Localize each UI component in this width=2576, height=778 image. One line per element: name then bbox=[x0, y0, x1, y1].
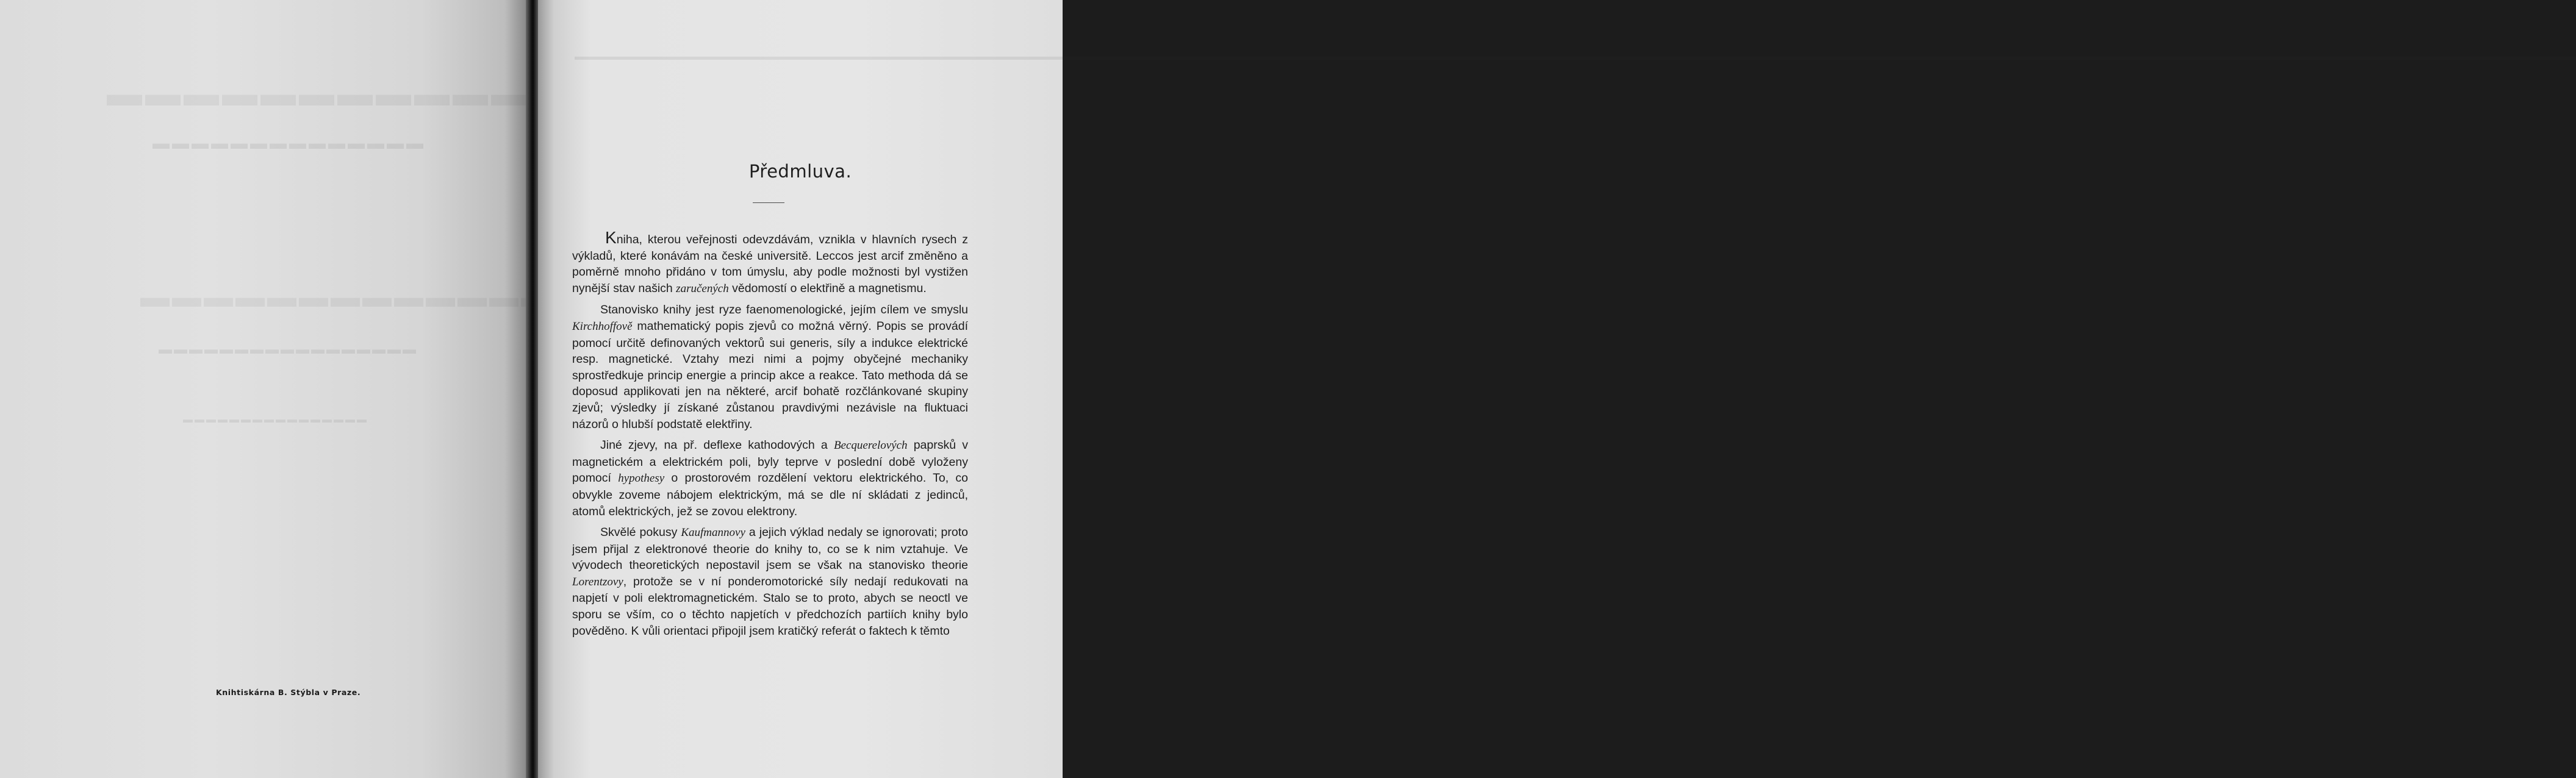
text-run: vědomostí o elektřině a magnetismu. bbox=[728, 281, 927, 295]
italic-name: Becquerelových bbox=[833, 439, 908, 452]
text-run: , protože se v ní ponderomotorické síly nedají redukovati na napjetí v poli elektromagnetickém. Stalo se to proto, abych se neoctl ve sporu se vším, co o těchto napjetích v předchozích partiích knihy bylo pověděno. K vůli orientaci připojil jsem kratičký referát o faktech k těmto bbox=[572, 574, 968, 638]
printer-imprint: Knihtiskárna B. Stýbla v Praze. bbox=[216, 688, 361, 697]
show-through-text: ▬▬▬▬▬▬▬▬▬▬▬▬▬▬ bbox=[152, 134, 426, 153]
italic-name: Lorentzovy bbox=[572, 575, 623, 588]
show-through-text: ▬▬▬▬▬▬▬▬▬▬▬▬▬▬▬▬▬▬▬▬▬▬▬▬▬▬▬▬▬▬▬▬▬▬▬▬▬▬▬▬▬▬▬▬▬▬▬▬▬▬▬▬▬▬▬▬▬▬▬▬▬▬▬▬▬▬▬▬▬▬▬▬▬▬▬▬▬▬▬▬▬▬▬▬▬▬▬▬▬▬▬▬▬▬▬▬▬▬▬▬▬▬▬▬▬▬▬▬▬▬▬▬▬▬▬▬▬▬▬▬▬▬▬▬▬▬▬▬▬▬▬▬▬▬▬▬▬▬▬▬▬▬▬▬▬▬▬▬▬▬▬▬▬▬▬▬▬▬▬▬▬▬▬▬▬▬▬▬▬▬▬▬▬▬▬▬▬▬▬▬▬▬▬▬▬▬▬▬▬▬▬▬▬ bbox=[575, 51, 2576, 62]
italic-name: zaručených bbox=[676, 282, 729, 295]
italic-name: hypothesy bbox=[618, 472, 665, 485]
italic-name: Kirchhoffově bbox=[572, 319, 633, 333]
show-through-text: ▬▬▬▬▬▬▬▬▬▬▬▬▬▬▬▬ bbox=[183, 415, 368, 425]
text-run: Skvělé pokusy bbox=[600, 526, 681, 540]
drop-cap-letter: K bbox=[605, 228, 617, 247]
text-run: Stanovisko knihy jest ryze faenomenologické, jejím cílem ve smyslu bbox=[600, 303, 968, 317]
show-through-text: ▬▬▬▬▬▬▬▬▬▬▬▬▬ bbox=[140, 281, 553, 313]
text-run: o prostorovém rozdělení vektoru elektrického. To, co obvykle zoveme nábojem elektrickým, má se dle ní skládati z jedinců, atomů elektrických, jež se zovou elektrony. bbox=[572, 471, 969, 518]
text-run: paprsků v magnetickém a elektrickém poli, byly teprve v poslední době vyloženy pomocí bbox=[572, 438, 968, 485]
paragraph-2 bbox=[572, 302, 968, 432]
text-run: a jejich výklad nedaly se ignorovati; proto jsem přijal z elektronové theorie do knihy to, co se k nim vztahuje. Ve vývodech theoretických nepostavil jsem se však na stanovisko theorie bbox=[572, 526, 968, 573]
show-through-text: ▬▬▬▬▬▬▬▬▬▬▬▬▬ bbox=[107, 74, 606, 113]
book-gutter bbox=[526, 0, 538, 778]
paragraph-4 bbox=[572, 524, 968, 639]
page-title: Předmluva. bbox=[748, 161, 852, 182]
text-run: mathematický popis zjevů co možná věrný. Popis se provádí pomocí určitě definovaných vektorů sui generis, síly a indukce elektrické resp. magnetické. Vztahy mezi nimi a pojmy obyčejné mechaniky sprostředkuje princip energie a princip akce a reakce. Tato methoda dá se doposud applikovati jen na některé, arcif bohatě rozčlánkované skupiny zjevů; výsledky jí získané zůstanou pravdivými nezávisle na fluktuaci názorů o hlubší podstatě elektřiny. bbox=[572, 319, 968, 431]
paragraph-1 bbox=[572, 228, 968, 297]
italic-name: Kaufmannovy bbox=[681, 526, 745, 540]
title-rule bbox=[753, 202, 784, 203]
paragraph-3 bbox=[572, 437, 968, 519]
preface-text bbox=[572, 228, 969, 644]
text-run: Jiné zjevy, na př. deflexe kathodových a bbox=[600, 438, 834, 452]
show-through-text: ▬▬▬▬▬▬▬▬▬▬▬▬▬▬▬▬▬ bbox=[159, 341, 418, 357]
text-run: niha, kterou veřejnosti odevzdávám, vznikla v hlavních rysech z výkladů, které konávám na české universitě. Leccos jest arcif změněno a poměrně mnoho přidáno v tom úmyslu, aby podle možnosti byl vystižen nynější stav našich bbox=[572, 233, 968, 295]
